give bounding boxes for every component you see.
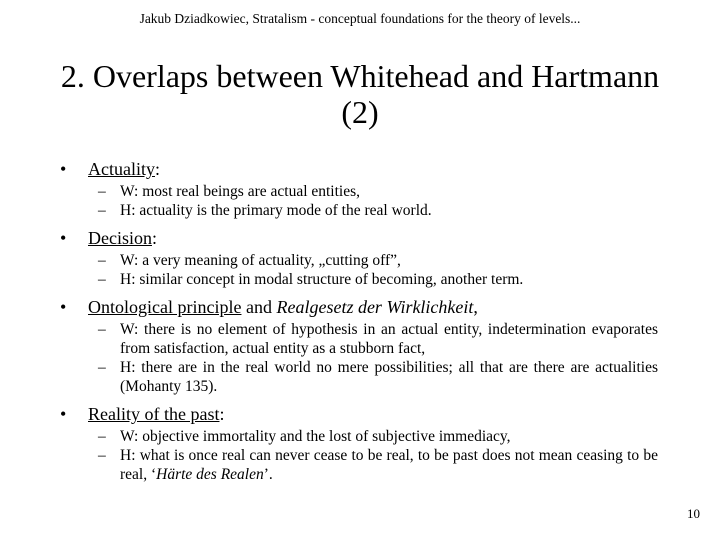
list-item: – H: there are in the real world no mere possibilities; all that are there are actualities (Mohanty 135). — [98, 359, 658, 395]
list-item: – W: objective immortality and the lost of subjective immediacy, — [98, 428, 511, 445]
term-decision: Decision — [88, 228, 152, 248]
page-number: 10 — [687, 506, 700, 521]
subitems-actuality — [58, 182, 658, 220]
bullet-dot: • — [60, 404, 67, 424]
bullet-dot: • — [60, 297, 67, 317]
bullet-reality-of-the-past: • Reality of the past: — [60, 404, 225, 424]
bullet-ontological-principle: • Ontological principle and Realgesetz der Wirklichkeit, — [60, 297, 478, 317]
bullet-dot: • — [60, 159, 67, 179]
term-harte-des-realen: Härte des Realen — [156, 466, 264, 483]
list-item: – H: similar concept in modal structure of becoming, another term. — [98, 271, 524, 288]
slide-header: Jakub Dziadkowiec, Stratalism - conceptual foundations for the theory of levels... — [139, 11, 581, 26]
list-item: – W: there is no element of hypothesis in an actual entity, indetermination evaporates from satisfaction, actual entity as a stubborn fact, — [98, 321, 658, 357]
slide-content — [58, 158, 658, 484]
term-realgesetz: Realgesetz der Wirklichkeit — [276, 297, 474, 317]
term-ontological-principle: Ontological principle — [88, 297, 242, 317]
list-item: – H: actuality is the primary mode of the real world. — [98, 202, 432, 219]
subitems-ontological-principle — [58, 320, 658, 396]
slide-title — [0, 58, 720, 130]
bullet-dot: • — [60, 228, 67, 248]
title-line-2: (2) — [341, 94, 379, 130]
term-actuality: Actuality — [88, 159, 155, 179]
list-item: – H: what is once real can never cease to be real, to be past does not mean ceasing to be real, ‘Härte des Realen’. — [98, 447, 658, 483]
term-reality-of-the-past: Reality of the past — [88, 404, 220, 424]
list-item: – W: a very meaning of actuality, „cutting off”, — [98, 252, 401, 269]
title-line-1: 2. Overlaps between Whitehead and Hartmann — [60, 58, 660, 94]
bullet-actuality: • Actuality: — [60, 159, 160, 179]
subitems-reality-of-the-past — [58, 427, 658, 484]
bullet-decision: • Decision: — [60, 228, 157, 248]
list-item: – W: most real beings are actual entities, — [98, 183, 361, 200]
subitems-decision — [58, 251, 658, 289]
